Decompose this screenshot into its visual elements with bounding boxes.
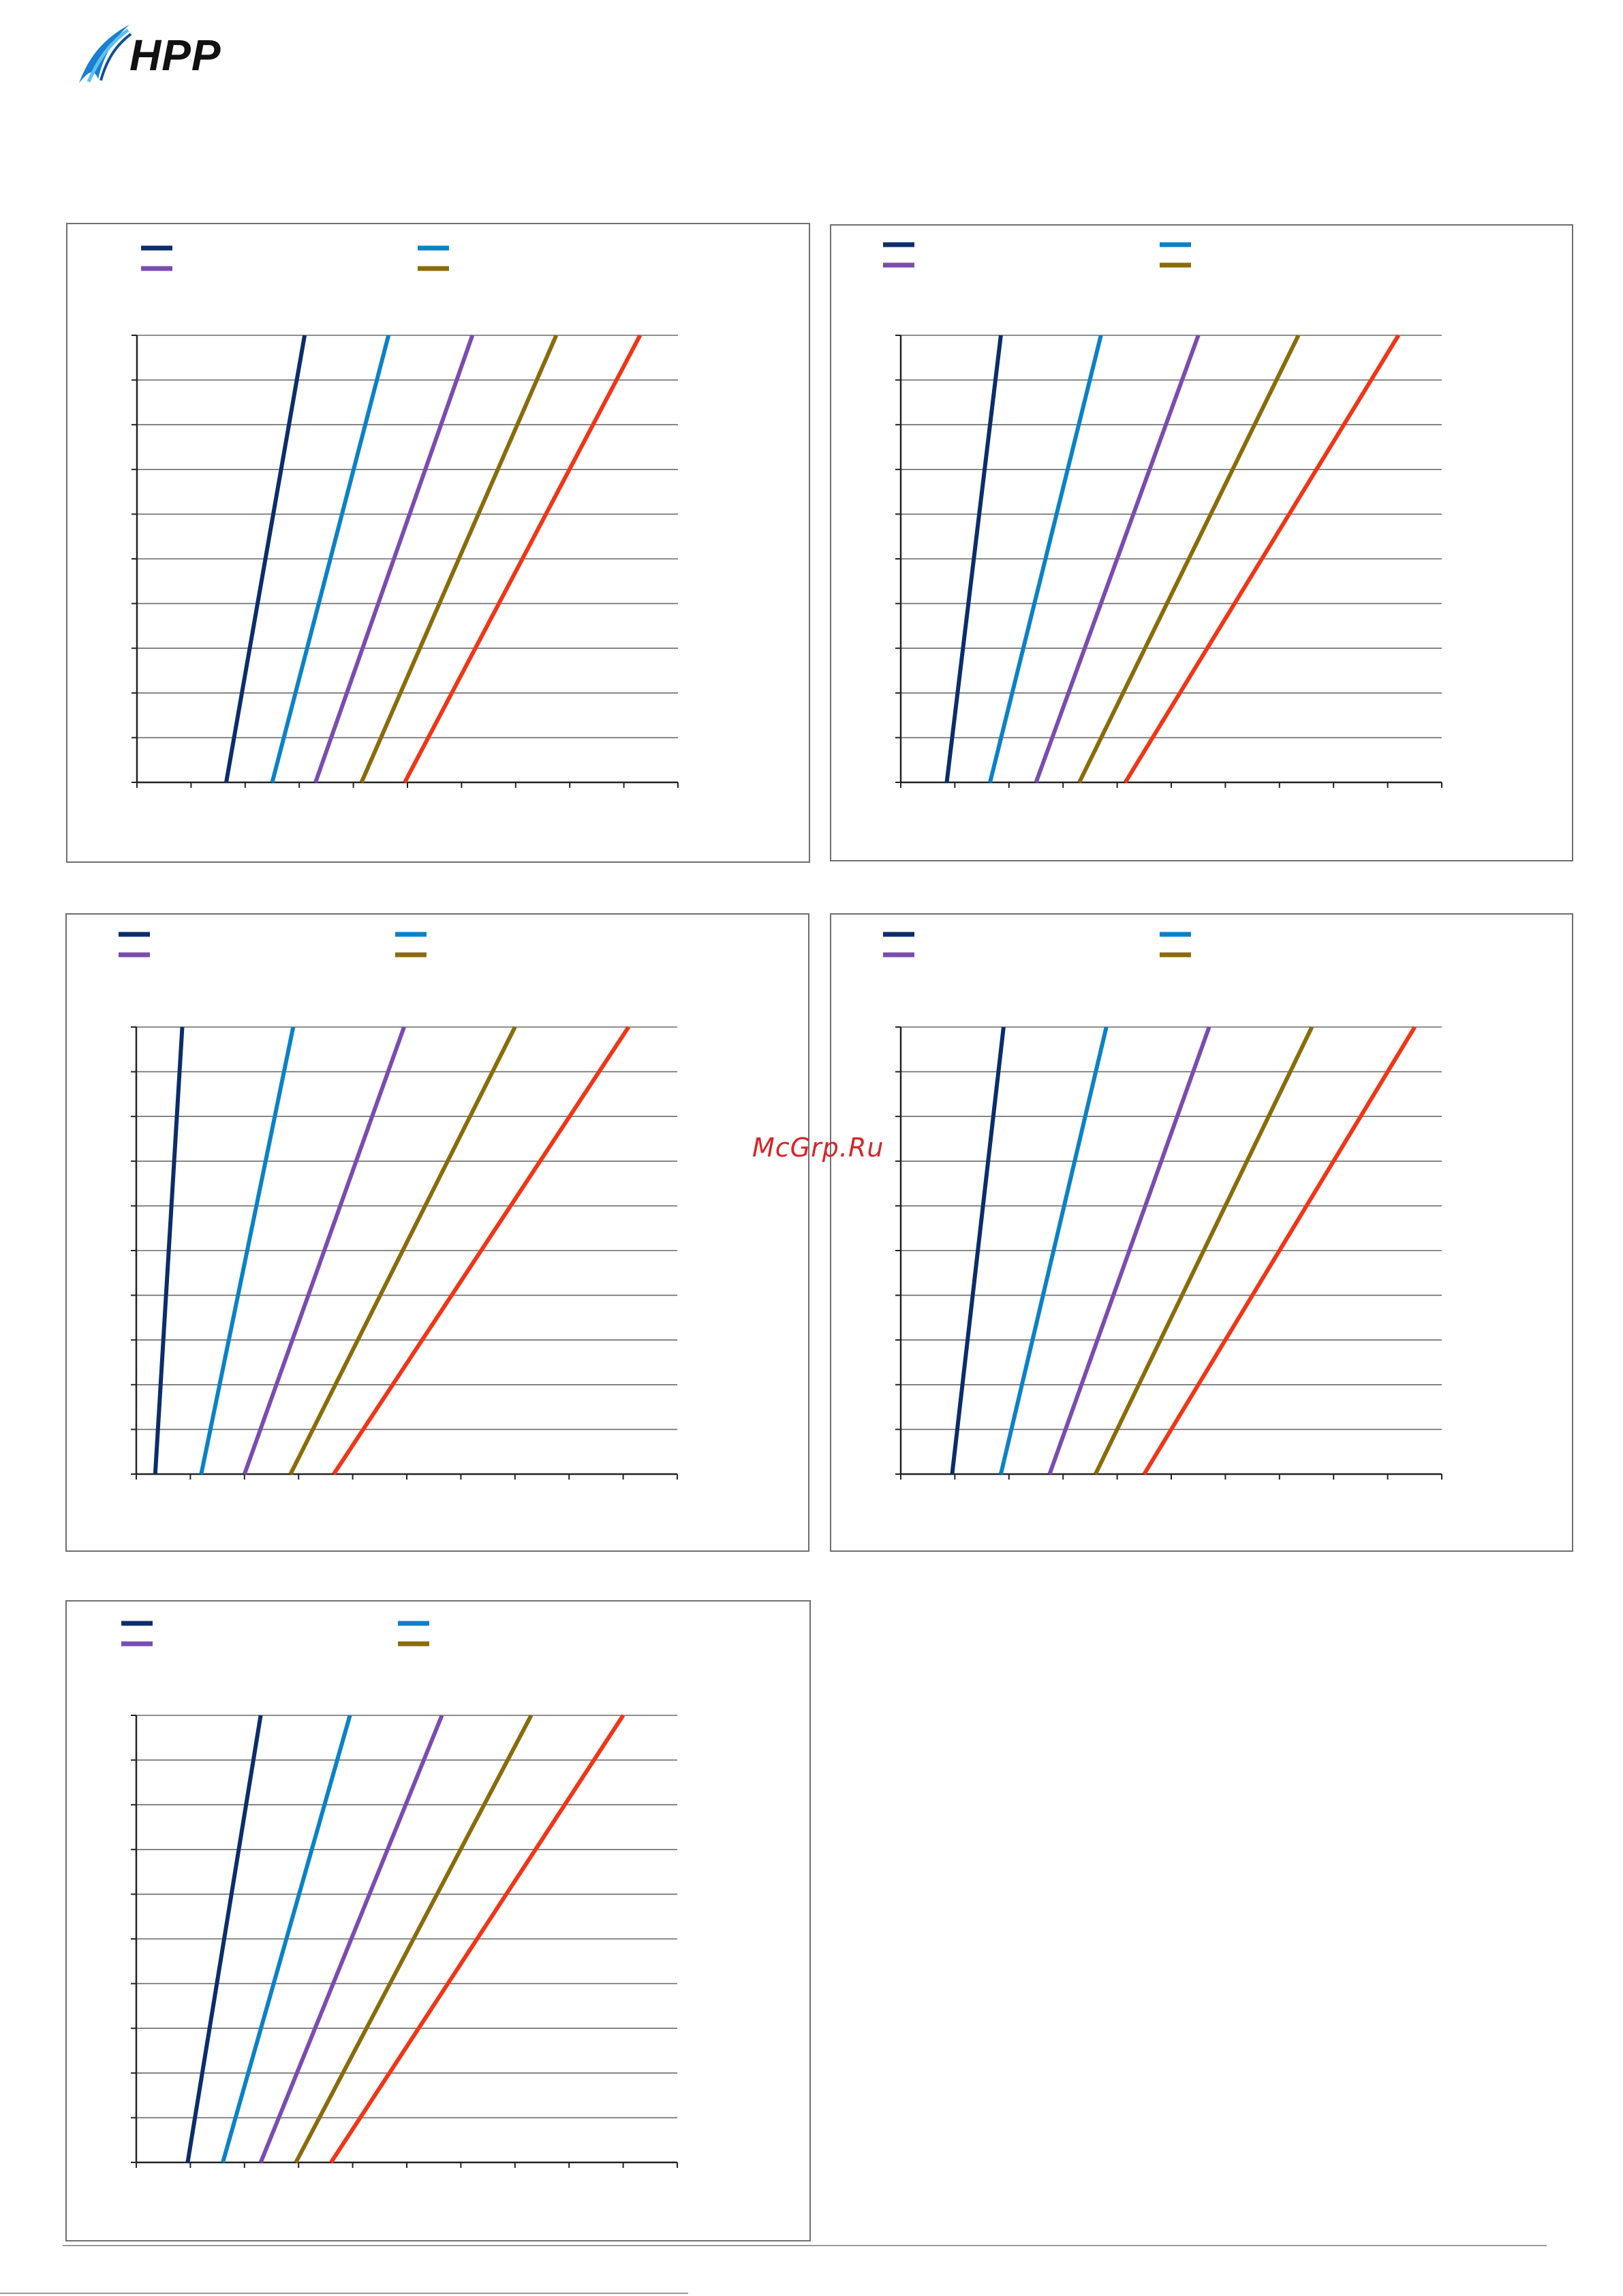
hpp-logo-swoosh-icon (74, 20, 135, 89)
chart-panel-2 (830, 224, 1573, 861)
chart-panel-4 (830, 913, 1573, 1552)
footer-divider-secondary (0, 2293, 688, 2294)
chart-3 (67, 915, 811, 1553)
chart-panel-3 (65, 913, 809, 1552)
chart-2 (831, 226, 1575, 863)
watermark-text: McGrp.Ru (752, 1133, 884, 1163)
brand-name: HPP (129, 31, 221, 80)
footer-divider (63, 2245, 1547, 2246)
chart-5 (67, 1602, 812, 2243)
chart-4 (831, 915, 1575, 1553)
chart-panel-1 (66, 223, 810, 863)
chart-1 (67, 224, 812, 864)
hpp-logo (74, 20, 251, 89)
chart-panel-5 (65, 1600, 811, 2241)
